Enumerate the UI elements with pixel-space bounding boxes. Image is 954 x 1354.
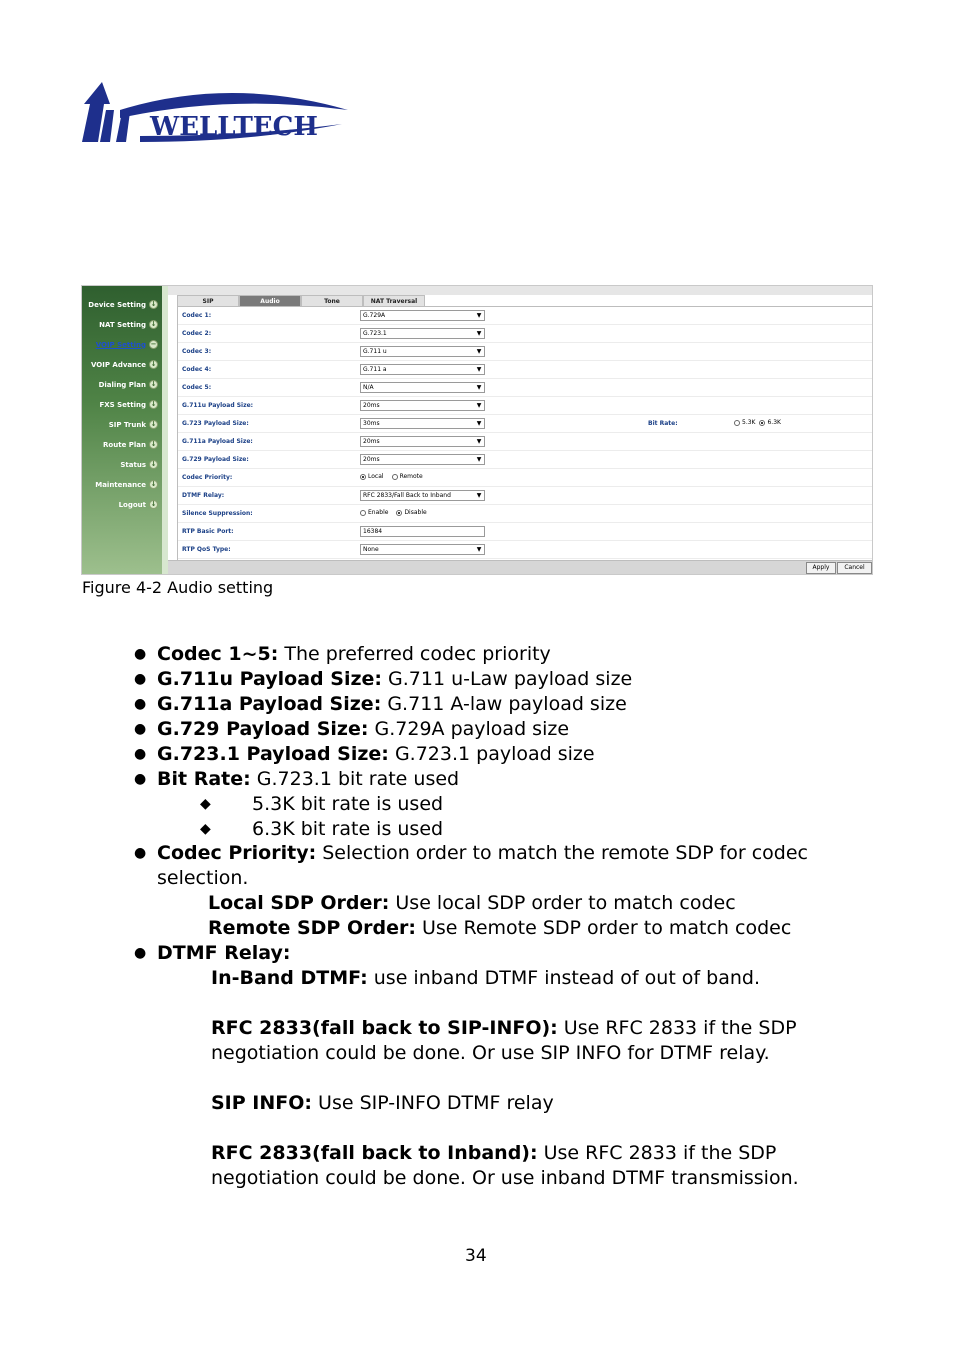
radio-icon bbox=[392, 474, 398, 480]
chevron-down-icon: ▼ bbox=[476, 348, 482, 355]
welltech-logo bbox=[80, 80, 352, 146]
svg-text:WELLTECH: WELLTECH bbox=[150, 112, 318, 142]
chevron-down-icon: ▼ bbox=[476, 492, 482, 499]
radio-label: Remote bbox=[399, 473, 423, 480]
bullet-dot: ● bbox=[134, 696, 147, 712]
sidebar-item-label: SIP Trunk bbox=[108, 420, 146, 429]
expand-icon: ↓ bbox=[150, 440, 157, 448]
radio-icon bbox=[360, 510, 366, 516]
select-value: N/A bbox=[363, 384, 374, 391]
sip-info: SIP INFO: Use SIP-INFO DTMF relay bbox=[211, 1092, 554, 1114]
field-label: Codec 4: bbox=[182, 366, 212, 373]
form-row bbox=[178, 307, 872, 325]
field-label: RTP QoS Type: bbox=[182, 546, 231, 553]
field-label: DTMF Relay: bbox=[182, 492, 225, 499]
sidebar-item[interactable] bbox=[103, 440, 158, 449]
chevron-down-icon: ▼ bbox=[476, 456, 482, 463]
field-select[interactable] bbox=[360, 346, 485, 357]
apply-button[interactable]: Apply bbox=[806, 562, 836, 574]
chevron-down-icon: ▼ bbox=[476, 366, 482, 373]
field-select[interactable] bbox=[360, 490, 485, 501]
expand-icon: ↓ bbox=[150, 300, 157, 308]
sub-53k: 5.3K bit rate is used bbox=[252, 793, 444, 815]
audio-form bbox=[177, 306, 873, 563]
sidebar-item[interactable] bbox=[91, 360, 158, 369]
radio-icon bbox=[759, 420, 765, 426]
sidebar-item[interactable] bbox=[96, 340, 158, 349]
expand-icon: ↓ bbox=[150, 380, 157, 388]
field-label: Silence Suppression: bbox=[182, 510, 253, 517]
sidebar-item[interactable] bbox=[109, 420, 158, 429]
radio-option[interactable] bbox=[396, 509, 426, 516]
sidebar-item-label: NAT Setting bbox=[99, 320, 146, 329]
sidebar-item[interactable] bbox=[88, 300, 158, 309]
audio-setting-screenshot bbox=[81, 285, 873, 575]
field-label: Codec 2: bbox=[182, 330, 212, 337]
bullet-dot: ● bbox=[134, 746, 147, 762]
select-value: G.711 u bbox=[363, 348, 387, 355]
sidebar-item[interactable] bbox=[99, 400, 158, 409]
select-value: G.711 a bbox=[363, 366, 387, 373]
rfc-sipinfo-cont: negotiation could be done. Or use SIP INFO for DTMF relay. bbox=[211, 1042, 770, 1064]
bullet-dot: ● bbox=[134, 771, 147, 787]
field-label: Codec 1: bbox=[182, 312, 212, 319]
select-value: G.729A bbox=[363, 312, 386, 319]
field-input[interactable]: 16384 bbox=[360, 526, 485, 537]
radio-icon bbox=[396, 510, 402, 516]
select-value: G.723.1 bbox=[363, 330, 387, 337]
rfc-inband-cont: negotiation could be done. Or use inband DTMF transmission. bbox=[211, 1167, 799, 1189]
select-value: RFC 2833/Fall Back to Inband bbox=[363, 492, 451, 499]
diamond-icon: ◆ bbox=[200, 821, 211, 837]
sidebar-item-label: Logout bbox=[118, 500, 146, 509]
expand-icon: ↓ bbox=[150, 480, 157, 488]
radio-label: 5.3K bbox=[742, 419, 756, 426]
sidebar-item-label: Maintenance bbox=[95, 480, 146, 489]
field-label: Codec 3: bbox=[182, 348, 212, 355]
field-select[interactable] bbox=[360, 454, 485, 465]
form-row bbox=[178, 451, 872, 469]
field-label: G.711u Payload Size: bbox=[182, 402, 254, 409]
bitrate-option[interactable] bbox=[759, 419, 780, 426]
sidebar-item-label: Dialing Plan bbox=[98, 380, 146, 389]
sidebar-item[interactable] bbox=[99, 320, 158, 329]
select-value: 20ms bbox=[363, 438, 380, 445]
radio-label: Disable bbox=[404, 509, 427, 516]
collapse-icon: − bbox=[150, 340, 157, 348]
radio-group bbox=[360, 473, 423, 480]
cancel-button[interactable]: Cancel bbox=[837, 562, 872, 574]
expand-icon: ↓ bbox=[150, 420, 157, 428]
sidebar-item-label: FXS Setting bbox=[99, 400, 146, 409]
form-row bbox=[178, 523, 872, 541]
field-select[interactable] bbox=[360, 382, 485, 393]
field-label: Codec 5: bbox=[182, 384, 212, 391]
local-sdp-order: Local SDP Order: Use local SDP order to match codec bbox=[208, 892, 736, 914]
sub-63k: 6.3K bit rate is used bbox=[252, 818, 444, 840]
form-row bbox=[178, 397, 872, 415]
inband-dtmf: In-Band DTMF: use inband DTMF instead of out of band. bbox=[211, 967, 761, 989]
radio-option[interactable] bbox=[360, 473, 384, 480]
expand-icon: ↓ bbox=[150, 320, 157, 328]
sidebar-item-label: Device Setting bbox=[88, 300, 146, 309]
radio-option[interactable] bbox=[360, 509, 388, 516]
radio-group bbox=[360, 509, 427, 516]
form-row bbox=[178, 361, 872, 379]
select-value: 20ms bbox=[363, 402, 380, 409]
expand-icon: ↓ bbox=[150, 400, 157, 408]
form-row bbox=[178, 541, 872, 559]
field-label: G.729 Payload Size: bbox=[182, 456, 249, 463]
field-select[interactable] bbox=[360, 364, 485, 375]
field-label: RTP Basic Port: bbox=[182, 528, 234, 535]
select-value: 20ms bbox=[363, 456, 380, 463]
sidebar-item[interactable] bbox=[119, 500, 158, 509]
diamond-icon: ◆ bbox=[200, 796, 211, 812]
bullet-codec-priority: Codec Priority: Selection order to match the remote SDP for codec bbox=[157, 842, 808, 864]
form-row bbox=[178, 487, 872, 505]
radio-option[interactable] bbox=[392, 473, 423, 480]
sidebar-item-label: VOIP Advance bbox=[90, 360, 146, 369]
bullet-g7231: G.723.1 Payload Size: G.723.1 payload size bbox=[157, 743, 595, 765]
field-label: G.711a Payload Size: bbox=[182, 438, 253, 445]
bullet-dot: ● bbox=[134, 646, 147, 662]
sidebar-item[interactable] bbox=[95, 480, 158, 489]
radio-icon bbox=[360, 474, 366, 480]
expand-icon: ↓ bbox=[150, 500, 157, 508]
chevron-down-icon: ▼ bbox=[476, 312, 482, 319]
sidebar-item-label: Status bbox=[120, 460, 146, 469]
field-select[interactable] bbox=[360, 418, 485, 429]
rfc-sipinfo: RFC 2833(fall back to SIP-INFO): Use RFC 2833 if the SDP bbox=[211, 1017, 797, 1039]
tab[interactable]: Audio bbox=[239, 295, 301, 306]
bullet-g729: G.729 Payload Size: G.729A payload size bbox=[157, 718, 570, 740]
form-row bbox=[178, 379, 872, 397]
bitrate-option[interactable] bbox=[734, 419, 755, 426]
select-value: 30ms bbox=[363, 420, 380, 427]
form-row bbox=[178, 433, 872, 451]
select-value: None bbox=[363, 546, 379, 553]
bullet-g711a: G.711a Payload Size: G.711 A-law payload size bbox=[157, 693, 627, 715]
bullet-bitrate: Bit Rate: G.723.1 bit rate used bbox=[157, 768, 460, 790]
tab[interactable]: SIP bbox=[177, 295, 239, 306]
sidebar bbox=[82, 286, 162, 575]
form-row bbox=[178, 325, 872, 343]
radio-label: Local bbox=[368, 473, 384, 480]
field-label: Codec Priority: bbox=[182, 474, 233, 481]
chevron-down-icon: ▼ bbox=[476, 402, 482, 409]
chevron-down-icon: ▼ bbox=[476, 546, 482, 553]
bullet-dot: ● bbox=[134, 945, 147, 961]
bullet-dtmf: DTMF Relay: bbox=[157, 942, 291, 964]
field-select[interactable] bbox=[360, 436, 485, 447]
bullet-dot: ● bbox=[134, 671, 147, 687]
bullet-dot: ● bbox=[134, 845, 147, 861]
radio-label: Enable bbox=[368, 509, 389, 516]
codec-priority-cont: selection. bbox=[157, 867, 249, 889]
page-number: 34 bbox=[465, 1246, 487, 1266]
bullet-g711u: G.711u Payload Size: G.711 u-Law payload size bbox=[157, 668, 633, 690]
field-label: G.723 Payload Size: bbox=[182, 420, 249, 427]
field-select[interactable] bbox=[360, 310, 485, 321]
form-row bbox=[178, 343, 872, 361]
expand-icon: ↓ bbox=[150, 360, 157, 368]
bitrate-radios bbox=[734, 419, 781, 426]
bullet-dot: ● bbox=[134, 721, 147, 737]
remote-sdp-order: Remote SDP Order: Use Remote SDP order to match codec bbox=[208, 917, 792, 939]
bullet-codec: Codec 1~5: The preferred codec priority bbox=[157, 643, 551, 665]
main-panel bbox=[168, 286, 872, 575]
tab[interactable]: Tone bbox=[301, 295, 363, 306]
form-row bbox=[178, 505, 872, 523]
radio-label: 6.3K bbox=[767, 419, 781, 426]
sidebar-item-label: VOIP Setting bbox=[95, 340, 146, 349]
sidebar-item-label: Route Plan bbox=[103, 440, 146, 449]
radio-icon bbox=[734, 420, 740, 426]
form-row bbox=[178, 469, 872, 487]
expand-icon: ↓ bbox=[150, 460, 157, 468]
tab[interactable]: NAT Traversal bbox=[363, 295, 425, 306]
rfc-inband: RFC 2833(fall back to Inband): Use RFC 2833 if the SDP bbox=[211, 1142, 777, 1164]
top-bar bbox=[168, 286, 872, 295]
figure-caption: Figure 4-2 Audio setting bbox=[82, 578, 274, 597]
chevron-down-icon: ▼ bbox=[476, 420, 482, 427]
field-select[interactable] bbox=[360, 328, 485, 339]
sidebar-item[interactable] bbox=[99, 380, 158, 389]
chevron-down-icon: ▼ bbox=[476, 384, 482, 391]
bitrate-label: Bit Rate: bbox=[648, 420, 678, 427]
chevron-down-icon: ▼ bbox=[476, 438, 482, 445]
action-bar bbox=[168, 560, 872, 574]
chevron-down-icon: ▼ bbox=[476, 330, 482, 337]
field-select[interactable] bbox=[360, 400, 485, 411]
sidebar-item[interactable] bbox=[120, 460, 158, 469]
field-select[interactable] bbox=[360, 544, 485, 555]
